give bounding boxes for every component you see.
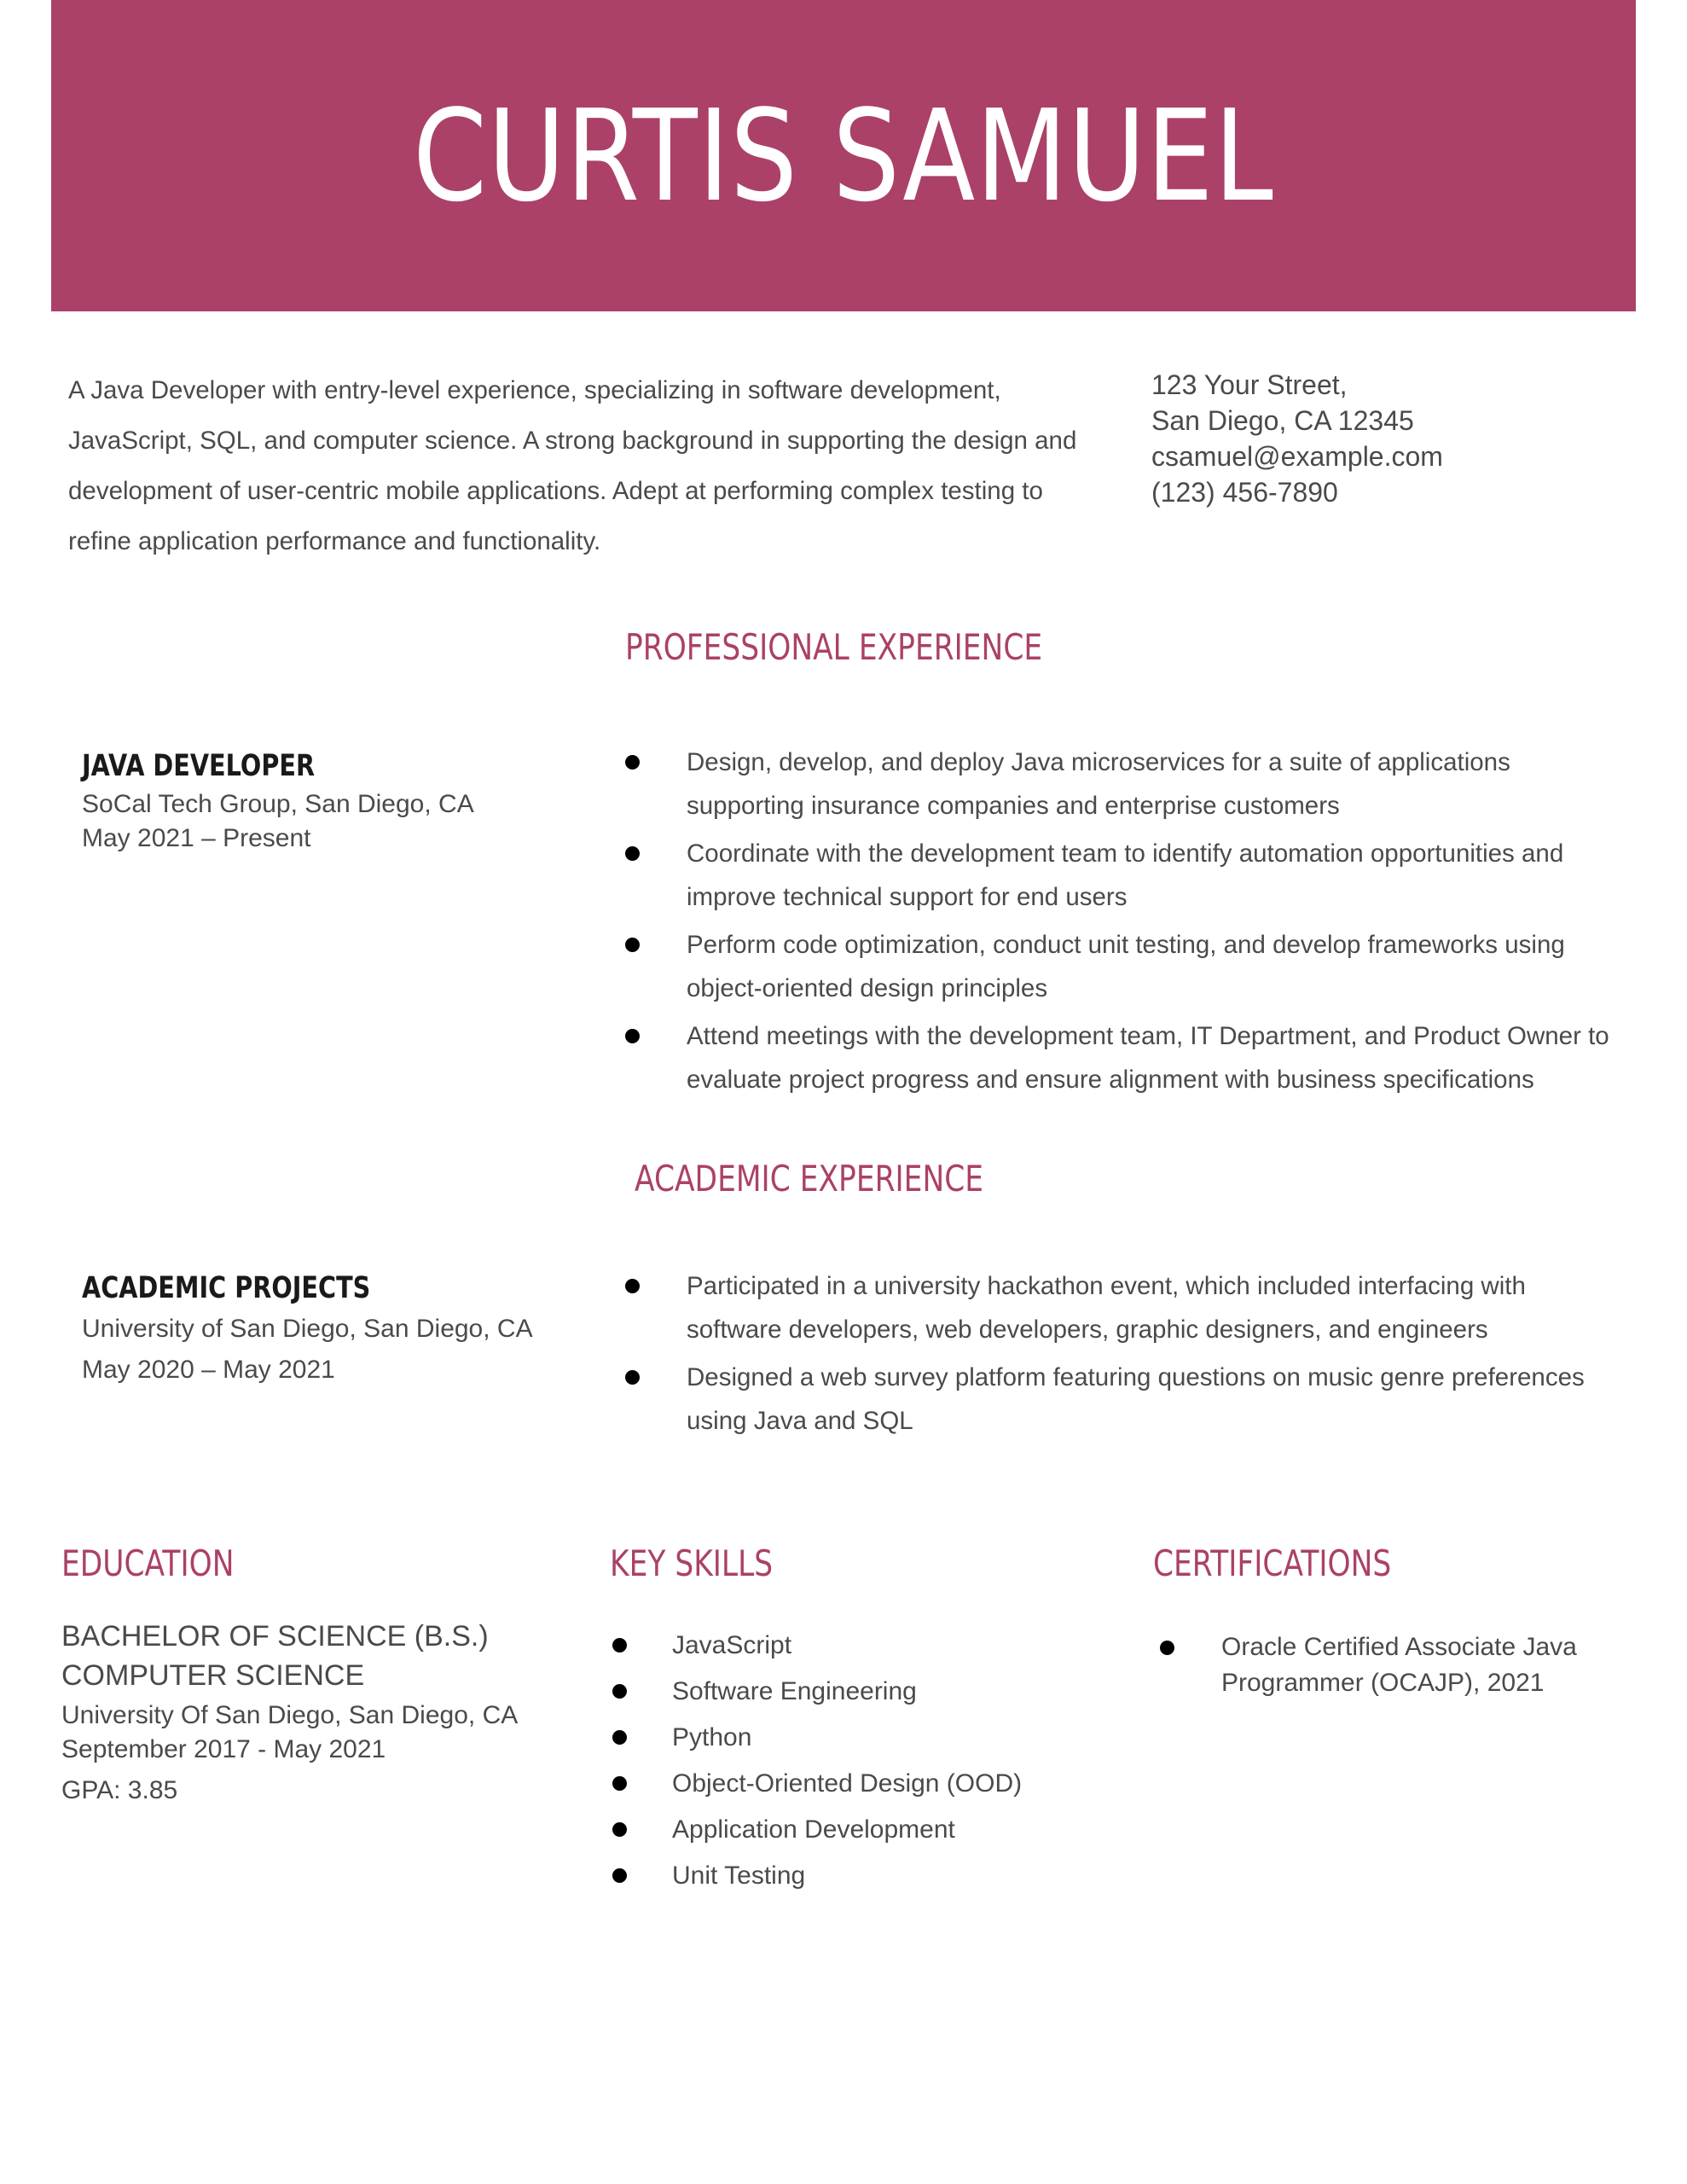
education-details [61,1617,573,1808]
list-item: Python [612,1715,1090,1761]
education-heading: EDUCATION [61,1542,235,1584]
list-item: Perform code optimization, conduct unit testing, and develop frameworks using object-oriented design principles [625,923,1615,1010]
certifications-list [1160,1629,1603,1701]
bullet-icon [612,1684,627,1699]
bullet-icon [625,755,640,770]
header-banner [51,0,1636,311]
education-gpa: GPA: 3.85 [61,1776,178,1804]
candidate-name: CURTIS SAMUEL [413,82,1274,229]
list-item: Design, develop, and deploy Java microservices for a suite of applications supporting insurance companies and enterprise customers [625,741,1615,828]
list-item: Object-Oriented Design (OOD) [612,1761,1090,1807]
bullet-icon [612,1638,627,1653]
bullet-icon [612,1822,627,1837]
degree-major: COMPUTER SCIENCE [61,1659,365,1692]
bullet-icon [625,1029,640,1043]
contact-street: 123 Your Street, [1151,369,1348,400]
bullet-icon [1160,1641,1174,1655]
list-item: Software Engineering [612,1669,1090,1715]
bullet-icon [612,1776,627,1791]
education-dates: September 2017 - May 2021 [61,1735,386,1763]
bullet-icon [625,1279,640,1293]
list-item: JavaScript [612,1623,1090,1669]
list-item: Oracle Certified Associate Java Programmer (OCAJP), 2021 [1160,1629,1603,1701]
job-title: JAVA DEVELOPER [82,749,316,783]
list-item: Designed a web survey platform featuring questions on music genre preferences using Java and SQL [625,1356,1615,1443]
list-item: Application Development [612,1807,1090,1853]
professional-summary: A Java Developer with entry-level experience, specializing in software development, JavaScript, SQL, and computer science. A strong background in supporting the design and development of user-centric mobile applications. Adept at performing complex testing to refine application performance and functionality. [68,376,1077,555]
bullet-icon [612,1730,627,1745]
contact-city: San Diego, CA 12345 [1151,405,1414,436]
list-item: Coordinate with the development team to identify automation opportunities and improve technical support for end users [625,832,1615,919]
bullet-icon [625,938,640,952]
bullet-icon [612,1868,627,1883]
contact-info [1151,367,1629,510]
job-responsibilities-list [625,741,1615,1106]
academic-school: University of San Diego, San Diego, CA [82,1315,533,1343]
job-dates: May 2021 – Present [82,824,311,852]
job-entry-details [82,747,559,855]
list-item: Participated in a university hackathon event, which included interfacing with software developers, web developers, graphic designers, and engineers [625,1264,1615,1351]
bullet-icon [625,1370,640,1385]
certifications-heading: CERTIFICATIONS [1153,1542,1392,1584]
list-item: Attend meetings with the development team, IT Department, and Product Owner to evaluate project progress and ensure alignment with business specifications [625,1014,1615,1101]
academic-title: ACADEMIC PROJECTS [82,1271,371,1305]
skills-list [612,1623,1090,1899]
academic-dates: May 2020 – May 2021 [82,1356,335,1384]
list-item: Unit Testing [612,1853,1090,1899]
professional-experience-heading: PROFESSIONAL EXPERIENCE [625,626,1043,668]
academic-entry-details [82,1269,559,1391]
job-company: SoCal Tech Group, San Diego, CA [82,790,474,818]
education-school: University Of San Diego, San Diego, CA [61,1701,519,1729]
degree-name: BACHELOR OF SCIENCE (B.S.) [61,1620,489,1653]
contact-email[interactable]: csamuel@example.com [1151,441,1443,472]
academic-projects-list [625,1264,1615,1447]
academic-experience-heading: ACADEMIC EXPERIENCE [635,1158,984,1199]
contact-phone[interactable]: (123) 456-7890 [1151,477,1338,508]
bullet-icon [625,846,640,861]
key-skills-heading: KEY SKILLS [610,1542,774,1584]
